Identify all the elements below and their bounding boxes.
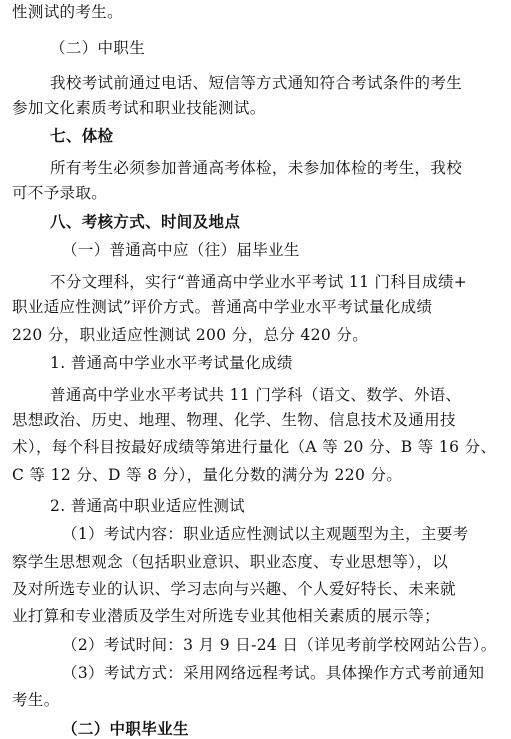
text-line: （3）考试方式：采用网络远程考试。具体操作方式考前通知	[62, 664, 485, 682]
text-line: 性测试的考生。	[12, 3, 123, 21]
text-line: 及对所选专业的认识、学习志向与兴趣、个人爱好特长、未来就	[12, 580, 456, 598]
subsection-heading: （一）普通高中应（往）届毕业生	[62, 241, 300, 259]
numbered-heading: 1. 普通高中学业水平考试量化成绩	[50, 354, 293, 372]
text-line: 普通高中学业水平考试共 11 门学科（语文、数学、外语、	[50, 386, 462, 404]
text-line: 业打算和专业潜质及学生对所选专业其他相关素质的展示等；	[12, 607, 440, 625]
text-line: 不分文理科，实行“普通高中学业水平考试 11 门科目成绩+	[50, 273, 468, 291]
text-line: 参加文化素质考试和职业技能测试。	[12, 99, 266, 117]
text-line: 职业适应性测试”评价方式。普通高中学业水平考试量化成绩	[12, 298, 433, 316]
text-line: 220 分，职业适应性测试 200 分，总分 420 分。	[12, 326, 369, 344]
text-line: 可不予录取。	[12, 184, 108, 202]
subsection-heading: （二）中职毕业生	[62, 719, 189, 738]
text-line: （1）考试内容：职业适应性测试以主观题型为主，主要考	[62, 525, 469, 543]
text-line: 术），每个科目按最好成绩等第进行量化（A 等 20 分、B 等 16 分、	[12, 438, 497, 456]
section-heading: 七、体检	[50, 126, 114, 145]
text-line: 察学生思想观念（包括职业意识、职业态度、专业思想等），以	[12, 553, 449, 571]
text-line: C 等 12 分、D 等 8 分），量化分数的满分为 220 分。	[12, 466, 403, 484]
section-heading: （二）中职生	[50, 39, 146, 57]
numbered-heading: 2. 普通高中职业适应性测试	[50, 497, 246, 515]
text-line: 所有考生必须参加普通高考体检，未参加体检的考生，我校	[50, 159, 463, 177]
text-line: 我校考试前通过电话、短信等方式通知符合考试条件的考生	[50, 74, 463, 92]
text-line: （2）考试时间：3 月 9 日-24 日（详见考前学校网站公告）。	[62, 636, 497, 654]
section-heading: 八、考核方式、时间及地点	[50, 212, 241, 231]
text-line: 考生。	[12, 691, 60, 709]
text-line: 思想政治、历史、地理、物理、化学、生物、信息技术及通用技	[12, 411, 456, 429]
